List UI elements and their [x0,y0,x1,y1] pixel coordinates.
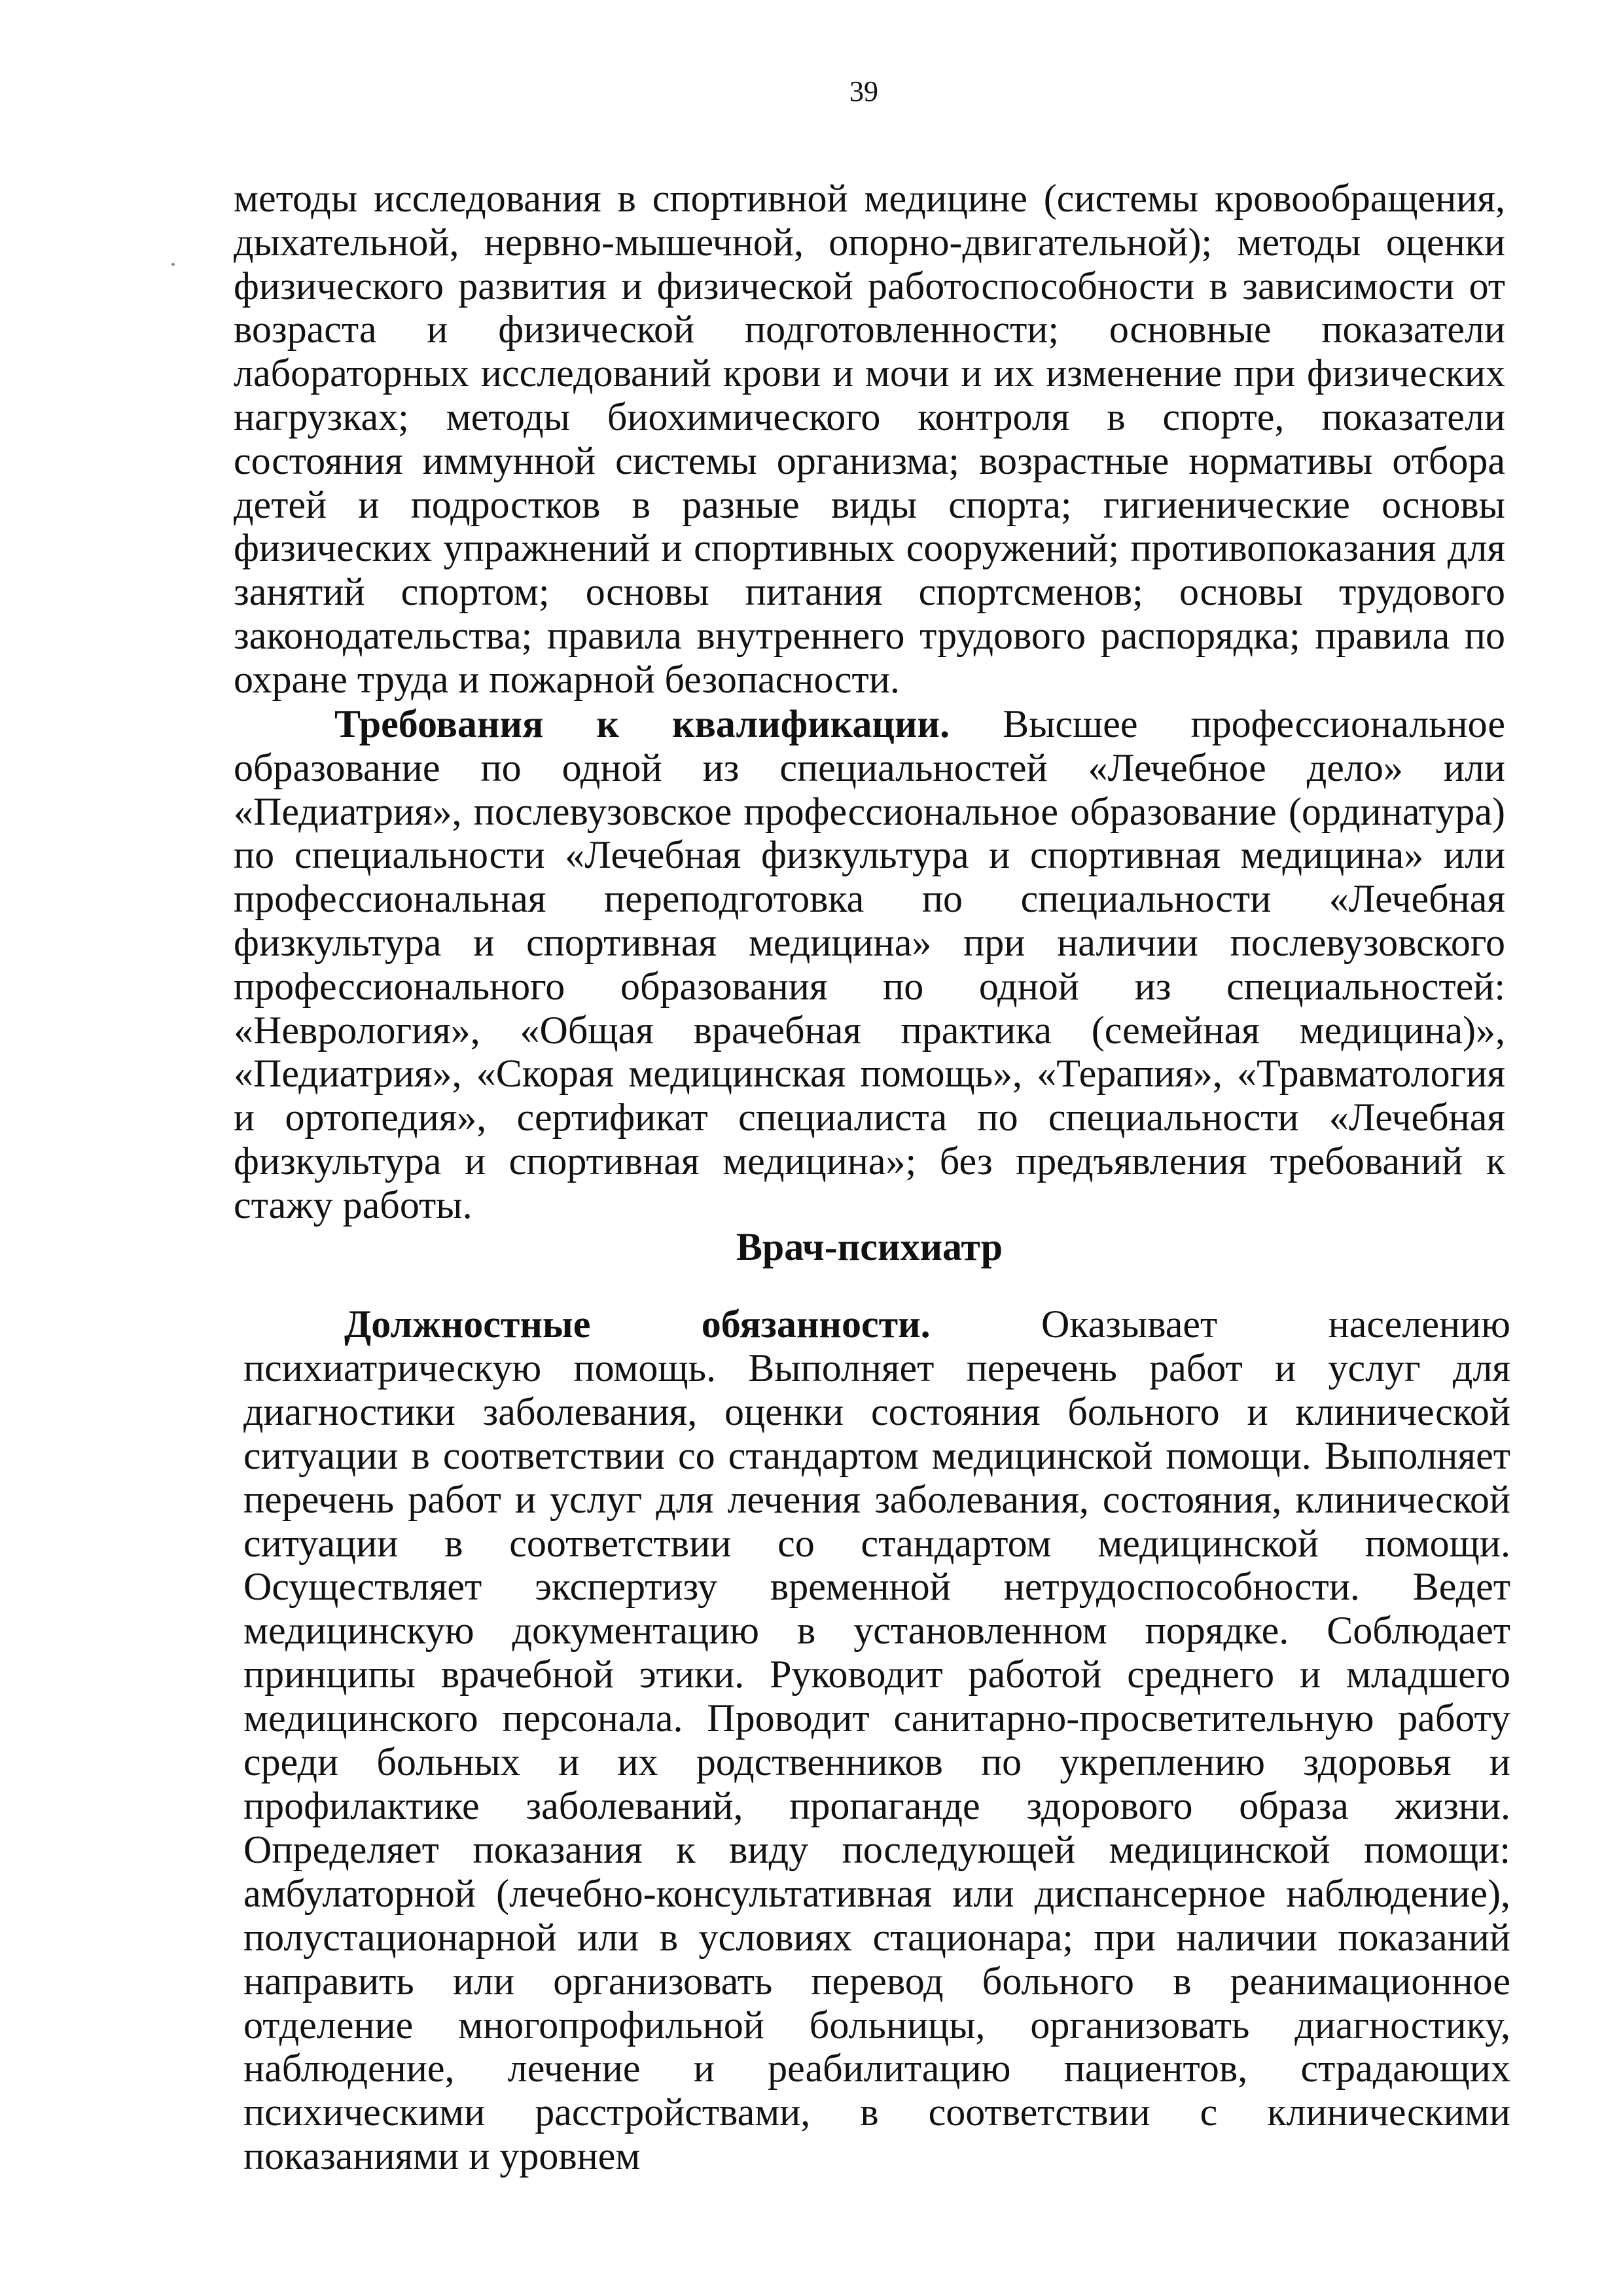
continued-paragraph [234,177,1505,702]
qualification-text [234,702,1505,1227]
continued-paragraph-text: методы исследования в спортивной медицине (системы кровообращения, дыхательной, нервно-мышечной, опорно-двигательной); методы оценки физического развития и физической работоспособности в зависимости от возраста и физической подготовленности; основные показатели лабораторных исследований крови и мочи и их изменение при физических нагрузках; методы биохимического контроля в спорте, показатели состояния иммунной системы организма; возрастные нормативы отбора детей и подростков в разные виды спорта; гигиенические основы физических упражнений и спортивных сооружений; противопоказания для занятий спортом; основы питания спортсменов; основы трудового законодательства; правила внутреннего трудового распорядка; правила по охране труда и пожарной безопасности. [234,177,1505,701]
section-title: Врач-психиатр [736,1225,1003,1268]
duties-body: Оказывает населению психиатрическую помощь. Выполняет перечень работ и услуг для диагностики заболевания, оценки состояния больного и клинической ситуации в соответствии со стандартом медицинской помощи. Выполняет перечень работ и услуг для лечения заболевания, состояния, клинической ситуации в соответствии со стандартом медицинской помощи. Осуществляет экспертизу временной нетрудоспособности. Ведет медицинскую документацию в установленном порядке. Соблюдает принципы врачебной этики. Руководит работой среднего и младшего медицинского персонала. Проводит санитарно-просветительную работу среди больных и их родственников по укреплению здоровья и профилактике заболеваний, пропаганде здорового образа жизни. Определяет показания к виду последующей медицинской помощи: амбулаторной (лечебно-консультативная или диспансерное наблюдение), полустационарной или в условиях стационара; при наличии показаний направить или организовать перевод больного в реанимационное отделение многопрофильной больницы, организовать диагностику, наблюдение, лечение и реабилитацию пациентов, страдающих психическими расстройствами, в соответствии с клиническими показаниями и уровнем [243,1302,1510,2178]
qualification-label: Требования к квалификации. [334,702,950,745]
duties-paragraph [243,1302,1510,2178]
page-number: 39 [849,75,878,107]
qualification-body: Высшее профессиональное образование по одной из специальностей «Лечебное дело» или «Педиатрия», послевузовское профессиональное образование (ординатура) по специальности «Лечебная физкультура и спортивная медицина» или профессиональная переподготовка по специальности «Лечебная физкультура и спортивная медицина» при наличии послевузовского профессионального образования по одной из специальностей: «Неврология», «Общая врачебная практика (семейная медицина)», «Педиатрия», «Скорая медицинская помощь», «Терапия», «Травматология и ортопедия», сертификат специалиста по специальности «Лечебная физкультура и спортивная медицина»; без предъявления требований к стажу работы. [234,702,1506,1227]
duties-label: Должностные обязанности. [344,1302,931,1346]
scan-speck [171,263,175,266]
duties-text [243,1302,1510,2178]
qualification-paragraph [234,702,1505,1227]
